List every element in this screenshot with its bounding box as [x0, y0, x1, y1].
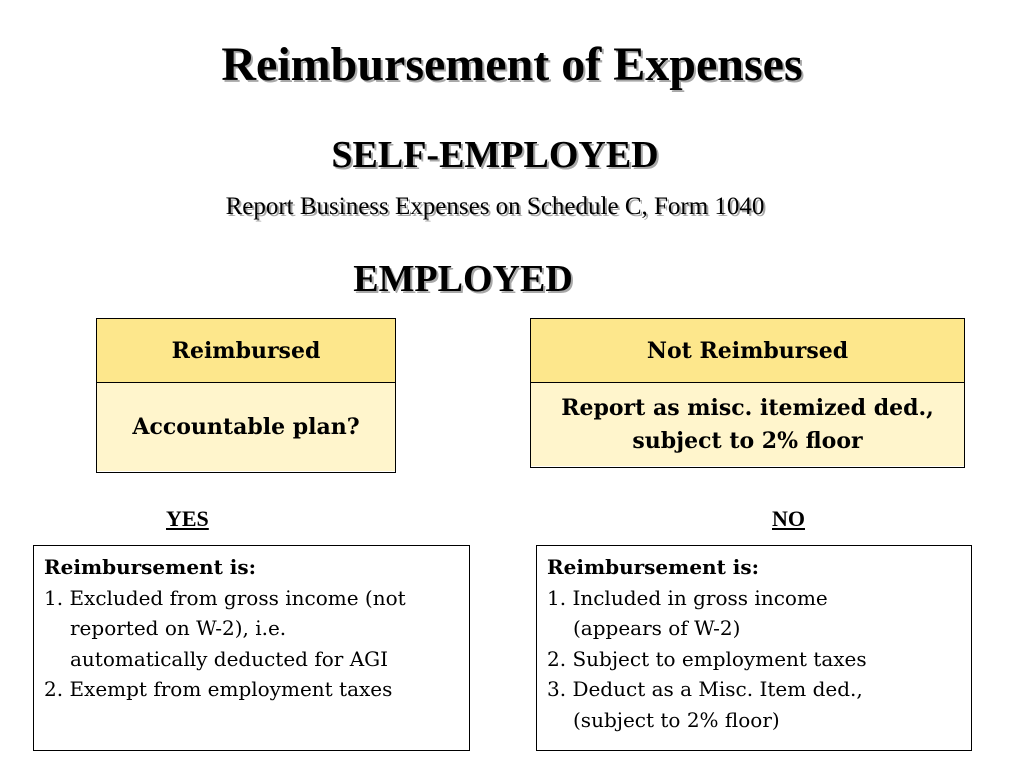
yes-result-item-line: reported on W-2), i.e. — [70, 616, 287, 640]
no-branch-label: NO — [772, 506, 805, 531]
no-result-item-line: 2. Subject to employment taxes — [547, 646, 867, 671]
no-result-item-line: (appears of W-2) — [573, 616, 741, 640]
yes-result-item-line: 2. Exempt from employment taxes — [44, 677, 393, 701]
no-result-heading: Reimbursement is: — [547, 555, 760, 579]
not-reimbursed-box — [530, 318, 965, 468]
yes-result-item-line: 1. Excluded from gross income (not — [44, 585, 406, 610]
yes-result-item — [44, 583, 459, 675]
self-employed-subtitle: Report Business Expenses on Schedule C, Form 1040 — [225, 193, 765, 220]
not-reimbursed-box-body — [531, 383, 964, 466]
no-result-item-line: 1. Included in gross income — [547, 585, 828, 610]
employed-heading: EMPLOYED — [353, 258, 573, 300]
yes-branch-label: YES — [166, 506, 209, 531]
not-reimbursed-body-line: Report as misc. itemized ded., — [561, 394, 934, 421]
no-result-box — [536, 545, 972, 751]
no-result-item — [547, 644, 961, 675]
not-reimbursed-body-line: subject to 2% floor — [632, 427, 863, 454]
no-result-item-line: (subject to 2% floor) — [573, 707, 780, 732]
no-result-item — [547, 674, 961, 735]
yes-result-item — [44, 674, 459, 705]
no-result-item-line: 3. Deduct as a Misc. Item ded., — [547, 677, 863, 701]
yes-result-item-line: automatically deducted for AGI — [70, 646, 389, 671]
slide-title: Reimbursement of Expenses — [221, 38, 803, 91]
not-reimbursed-box-header: Not Reimbursed — [531, 319, 964, 383]
yes-result-box — [33, 545, 470, 751]
self-employed-heading: SELF-EMPLOYED — [331, 134, 659, 176]
reimbursed-box-header: Reimbursed — [97, 319, 395, 383]
yes-result-heading: Reimbursement is: — [44, 555, 257, 579]
no-result-item — [547, 583, 961, 644]
reimbursed-box — [96, 318, 396, 473]
reimbursed-box-body: Accountable plan? — [97, 383, 395, 471]
